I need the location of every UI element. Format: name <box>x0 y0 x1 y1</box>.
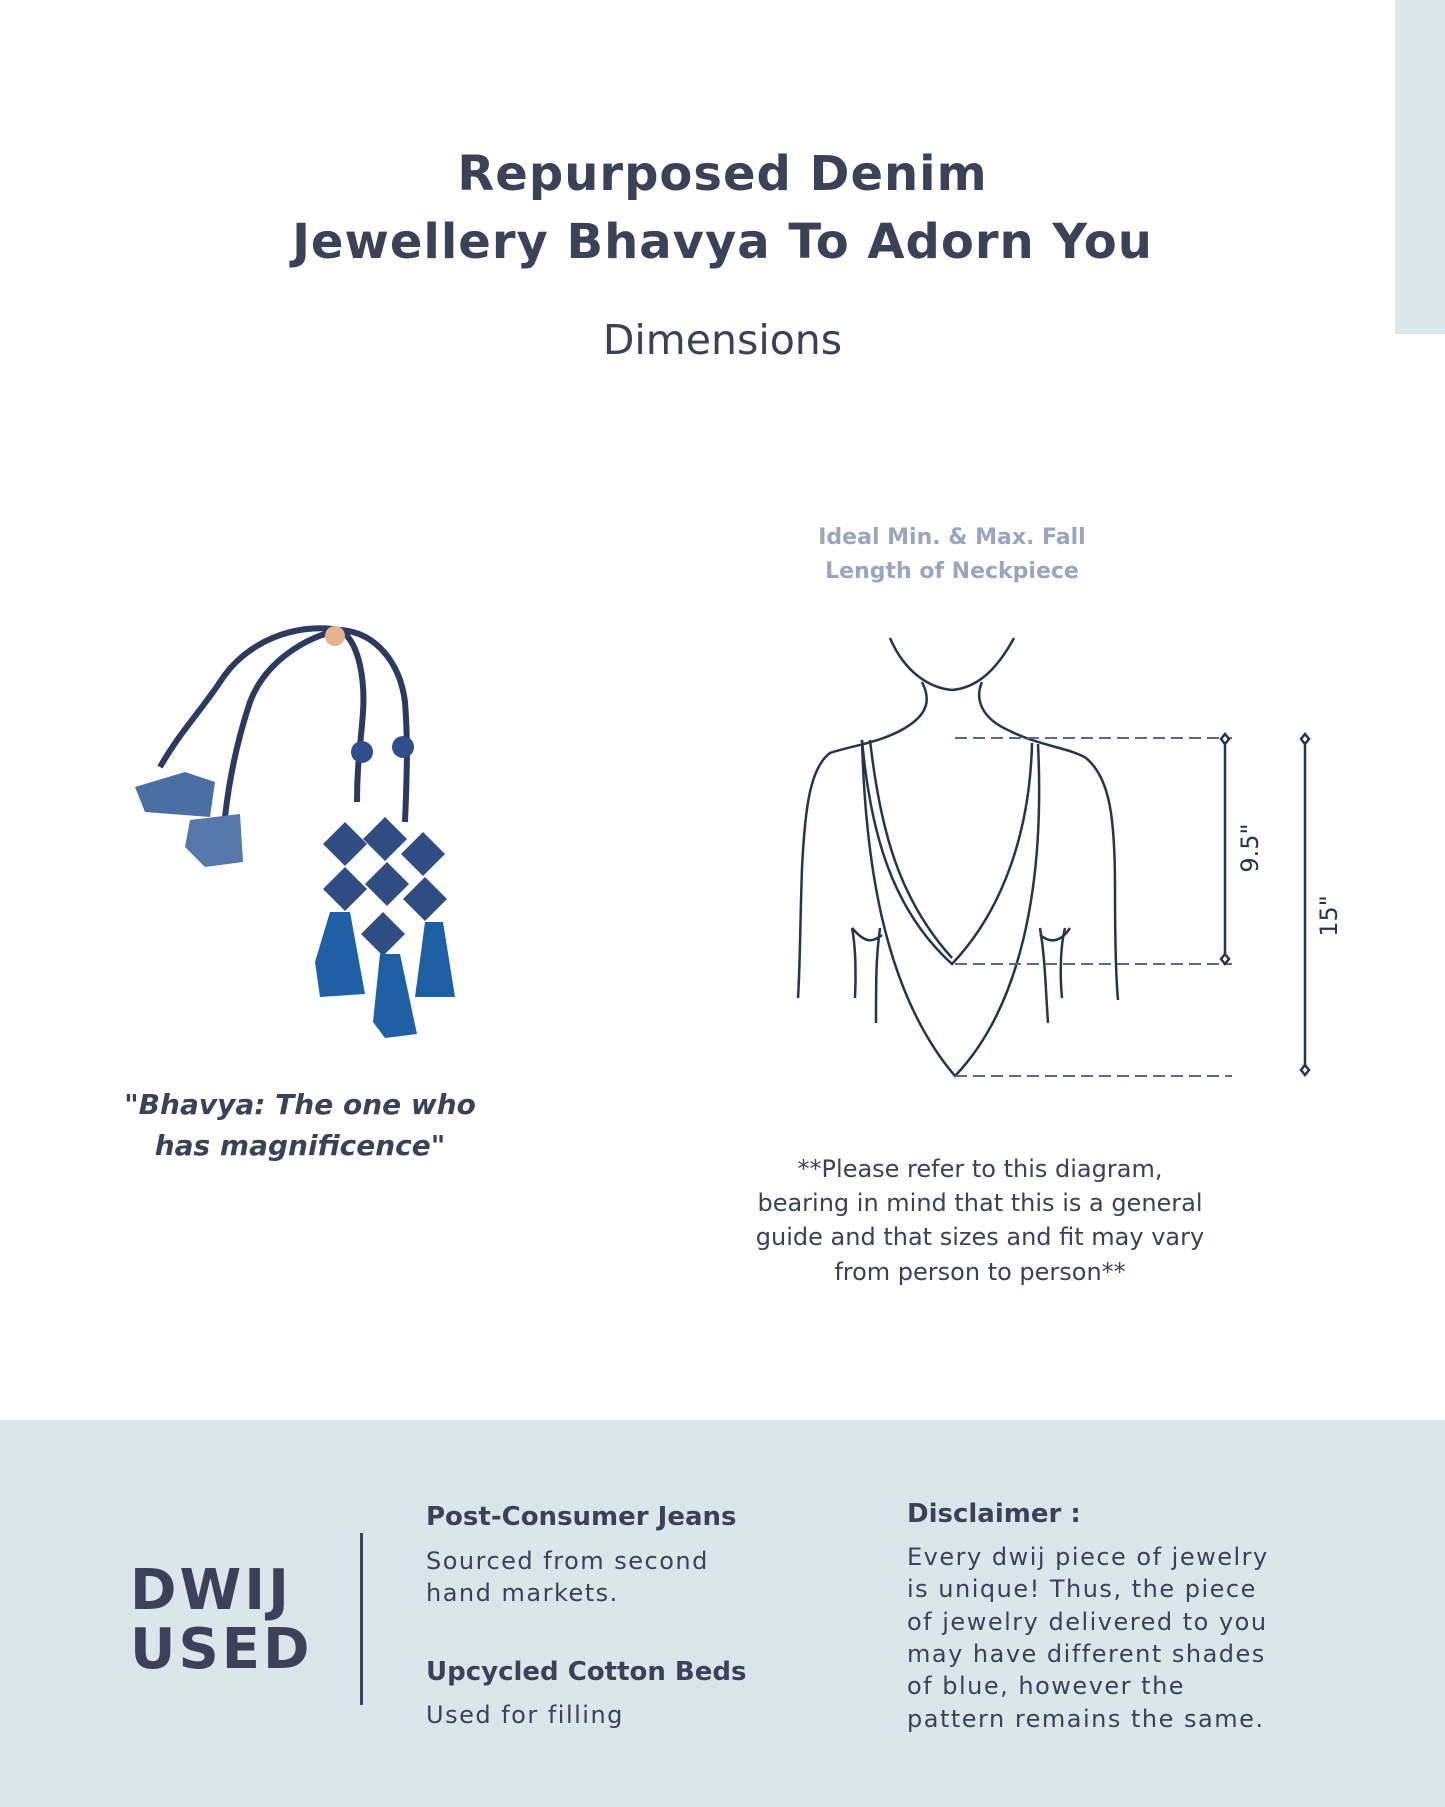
torso-outline-icon <box>770 628 1360 1088</box>
necklace-image <box>125 622 465 1052</box>
disclaimer-heading: Disclaimer : <box>907 1499 1081 1529</box>
brand-line2: USED <box>130 1617 313 1682</box>
note-line-4: from person to person** <box>834 1258 1126 1286</box>
note-line-2: bearing in mind that this is a general <box>757 1189 1203 1217</box>
disclaimer-line-6: pattern remains the same. <box>907 1705 1265 1733</box>
denim-necklace-icon <box>125 622 465 1052</box>
body-diagram <box>770 628 1360 1088</box>
fall-label-line1: Ideal Min. & Max. Fall <box>818 525 1086 550</box>
material-text-cotton-1: Used for filling <box>426 1701 624 1729</box>
note-line-1: **Please refer to this diagram, <box>797 1155 1163 1183</box>
quote-line2: has magnificence" <box>154 1129 446 1162</box>
page-title-line2: Jewellery Bhavya To Adorn You <box>292 214 1153 270</box>
disclaimer-line-2: is unique! Thus, the piece <box>907 1575 1257 1603</box>
quote-line1: "Bhavya: The one who <box>124 1088 476 1121</box>
note-line-3: guide and that sizes and fit may vary <box>755 1223 1205 1251</box>
brand-line1: DWIJ <box>130 1558 292 1623</box>
disclaimer-line-3: of jewelry delivered to you <box>907 1608 1268 1636</box>
material-text-jeans-2: hand markets. <box>426 1579 619 1607</box>
fall-label-line2: Length of Neckpiece <box>825 559 1079 584</box>
material-text-jeans-1: Sourced from second <box>426 1547 709 1575</box>
disclaimer-line-4: may have different shades <box>907 1640 1266 1668</box>
max-fall-label: 15" <box>1315 895 1343 937</box>
section-subtitle: Dimensions <box>602 316 843 364</box>
disclaimer-line-5: of blue, however the <box>907 1672 1186 1700</box>
page-title-line1: Repurposed Denim <box>457 146 988 202</box>
material-heading-jeans: Post-Consumer Jeans <box>426 1502 737 1532</box>
footer-divider <box>360 1533 363 1705</box>
material-heading-cotton: Upcycled Cotton Beds <box>426 1657 747 1687</box>
disclaimer-line-1: Every dwij piece of jewelry <box>907 1543 1269 1571</box>
min-fall-label: 9.5" <box>1236 823 1264 873</box>
